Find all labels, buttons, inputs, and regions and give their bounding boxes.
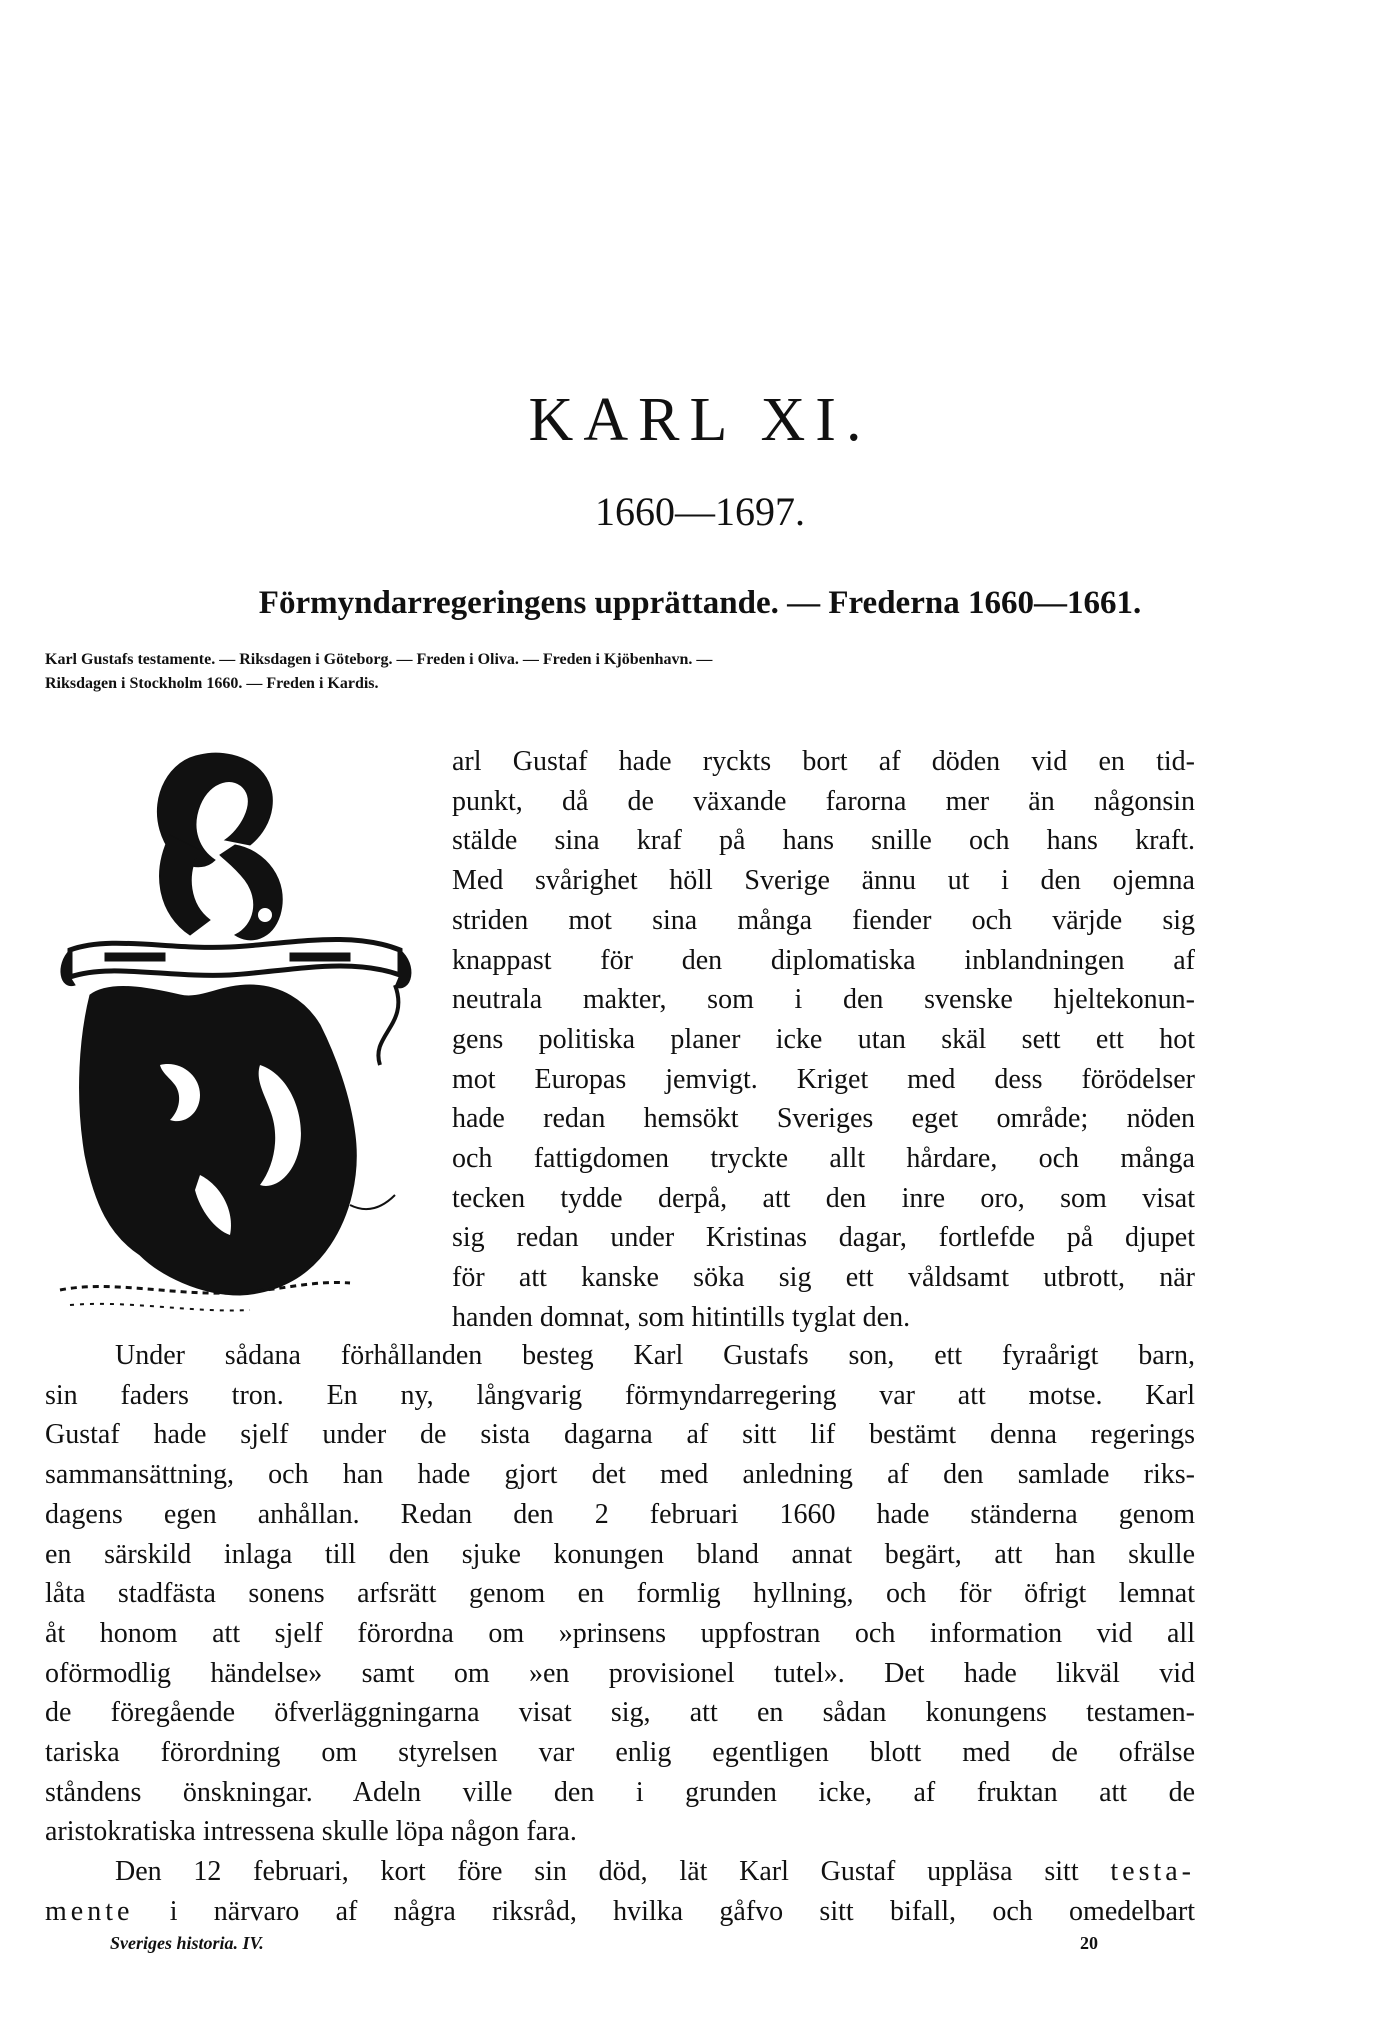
page-number: 20 <box>1080 1933 1098 1953</box>
reign-years: 1660—1697. <box>595 489 805 534</box>
text-line: Gustaf hade sjelf under de sista dagarna af sitt lif bestämt denna regerings <box>45 1419 1195 1451</box>
text-segment: i närvaro af några riksråd, hvilka gåfvo sitt bifall, och omedelbart <box>133 1895 1195 1927</box>
text-line <box>45 1892 1195 1932</box>
opening-paragraph <box>452 742 1195 1338</box>
contents-line: Riksdagen i Stockholm 1660. — Freden i Kardis. <box>45 675 379 692</box>
page-footer <box>110 1933 1110 1954</box>
text-line: sin faders tron. En ny, långvarig förmyndarregering var att motse. Karl <box>45 1379 1195 1411</box>
text-line: striden mot sina många fiender och värjde sig <box>452 904 1195 936</box>
text-line: mot Europas jemvigt. Kriget med dess förödelser <box>452 1063 1195 1095</box>
text-line: punkt, då de växande farorna mer än någonsin <box>452 785 1195 817</box>
text-line: Under sådana förhållanden besteg Karl Gustafs son, ett fyraårigt barn, <box>115 1340 1195 1371</box>
text-line: oförmodlig händelse» samt om »en provisionel tutel». Det hade likväl vid <box>45 1657 1195 1689</box>
text-line: de föregående öfverläggningarna visat sig, att en sådan konungens testamen- <box>45 1697 1195 1729</box>
text-line: åt honom att sjelf förordna om »prinsens uppfostran och information vid all <box>45 1617 1195 1649</box>
heraldic-initial-k-emblem <box>50 735 425 1325</box>
text-line: gens politiska planer icke utan skäl sett ett hot <box>452 1023 1195 1055</box>
contents-line: Karl Gustafs testamente. — Riksdagen i Göteborg. — Freden i Oliva. — Freden i Kjöbenhavn. — <box>45 651 713 668</box>
text-line: Med svårighet höll Sverige ännu ut i den ojemna <box>452 865 1195 897</box>
text-line: handen domnat, som hitintills tyglat den. <box>452 1301 911 1333</box>
text-line: hade redan hemsökt Sveriges eget område; nöden <box>452 1103 1195 1135</box>
text-line: för att kanske söka sig ett våldsamt utbrott, när <box>452 1262 1195 1294</box>
text-line: tecken tydde derpå, att den inre oro, som visat <box>452 1182 1195 1214</box>
footer-source: Sveriges historia. IV. <box>110 1933 264 1953</box>
text-segment: Den 12 februari, kort före sin död, lät Karl Gustaf uppläsa sitt <box>115 1856 1111 1888</box>
text-line: aristokratiska intressena skulle löpa någon fara. <box>45 1816 577 1848</box>
page-title: KARL XI. <box>528 386 872 454</box>
text-line: arl Gustaf hade ryckts bort af döden vid en tid- <box>452 746 1195 777</box>
text-line: knappast för den diplomatiska inblandningen af <box>452 944 1195 976</box>
text-line: dagens egen anhållan. Redan den 2 februari 1660 hade ständerna genom <box>45 1498 1195 1530</box>
chapter-heading: Förmyndarregeringens upprättande. — Frederna 1660—1661. <box>258 585 1142 621</box>
main-text <box>45 1336 1195 1932</box>
text-line: tariska förordning om styrelsen var enlig egentligen blott med de ofrälse <box>45 1737 1195 1769</box>
text-line: sammansättning, och han hade gjort det med anledning af den samlade riks- <box>45 1459 1195 1491</box>
text-line <box>45 1852 1195 1892</box>
text-line: stälde sina kraf på hans snille och hans kraft. <box>452 825 1195 857</box>
text-line: sig redan under Kristinas dagar, fortlefde på djupet <box>452 1222 1195 1254</box>
text-line: låta stadfästa sonens arfsrätt genom en formlig hyllning, och för öfrigt lemnat <box>45 1578 1195 1610</box>
contents-summary <box>45 648 1195 696</box>
text-line: en särskild inlaga till den sjuke konungen bland annat begärt, att han skulle <box>45 1538 1195 1570</box>
text-line: neutrala makter, som i den svenske hjeltekonun- <box>452 984 1195 1016</box>
spaced-text: testa- <box>1110 1856 1195 1888</box>
text-line: och fattigdomen tryckte allt hårdare, och många <box>452 1143 1195 1175</box>
spaced-text: mente <box>45 1895 134 1927</box>
text-line: ståndens önskningar. Adeln ville den i grunden icke, af fruktan att de <box>45 1776 1195 1808</box>
